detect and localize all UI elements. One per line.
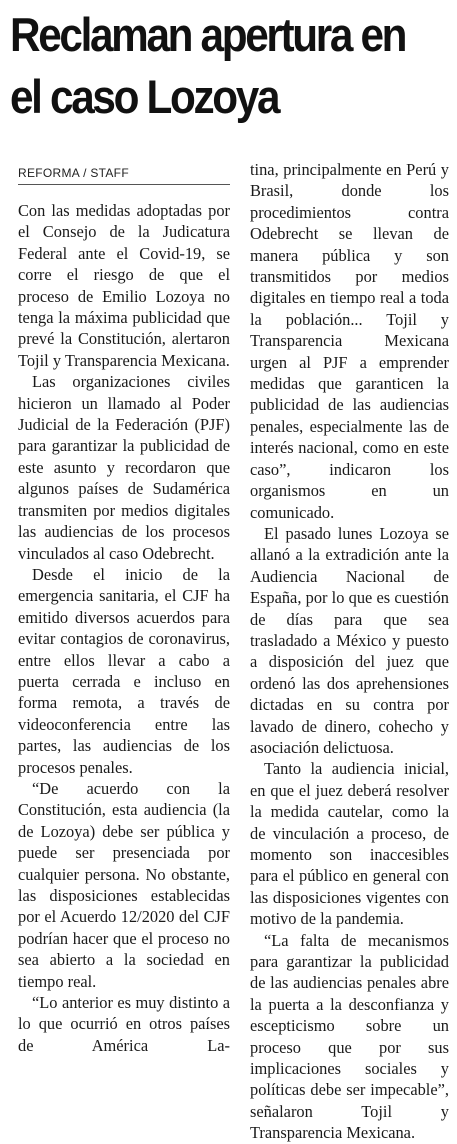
paragraph: “La falta de mecanismos para garantizar la publicidad de las audiencias penales abre la puerta a la desconfianza y escepticismo sobre un proceso que por sus implicaciones sociales y políticas debe ser impecable”, señalaron Tojil y Transparencia Mexicana.	[250, 930, 449, 1143]
paragraph: Tanto la audiencia inicial, en que el juez deberá resolver la medida cautelar, como la de vinculación a proceso, de momento son inaccesibles para el público en general con las disposiciones vigentes con motivo de la pandemia.	[250, 759, 449, 929]
paragraph: El pasado lunes Lozoya se allanó a la extradición ante la Audiencia Nacional de España, por lo que es cuestión de días para que sea trasladado a México y puesto a disposición del juez que ordenó las dos aprehensiones dictadas en su contra por lavado de dinero, cohecho y asociación delictuosa.	[250, 523, 449, 757]
paragraph: “De acuerdo con la Constitución, esta audiencia (la de Lozoya) debe ser pública y puede ser presenciada por cualquier persona. No obstante, las disposiciones establecidas por el Acuerdo 12/2020 del CJF podrían hacer que el proceso no sea abierto a la sociedad en tiempo real.	[18, 778, 230, 991]
headline: Reclaman apertura en el caso Lozoya	[10, 8, 406, 123]
paragraph: tina, principalmente en Perú y Brasil, donde los procedimientos contra Odebrecht se llevan de manera pública y son transmitidos por medios digitales en tiempo real a toda la población... Tojil y Transparencia Mexicana urgen al PJF a emprender medidas que garanticen la publicidad de las audiencias penales, especialmente las de interés nacional, como en este caso”, indicaron los organismos en un comunicado.	[250, 160, 449, 522]
paragraph: Desde el inicio de la emergencia sanitaria, el CJF ha emitido diversos acuerdos para evitar contagios de coronavirus, entre ellos llevar a cabo a puerta cerrada e incluso en forma remota, a través de videoconferencia entre las partes, las audiencias de los procesos penales.	[18, 564, 230, 777]
paragraph: Las organizaciones civiles hicieron un llamado al Poder Judicial de la Federación (PJF) para garantizar la publicidad de este asunto y recordaron que algunos países de Sudamérica transmiten por medios digitales las audiencias de los procesos vinculados al caso Odebrecht.	[18, 372, 230, 563]
right-column	[250, 159, 449, 1144]
byline: REFORMA / STAFF	[18, 166, 129, 180]
left-column	[18, 200, 230, 1056]
byline-divider	[18, 184, 230, 185]
paragraph: Con las medidas adoptadas por el Consejo de la Judicatura Federal ante el Covid-19, se corre el riesgo de que el proceso de Emilio Lozoya no tenga la máxima publicidad que prevé la Constitución, alertaron Tojil y Transparencia Mexicana.	[18, 201, 230, 370]
paragraph: “Lo anterior es muy distinto a lo que ocurrió en otros países de América La-	[18, 993, 230, 1055]
